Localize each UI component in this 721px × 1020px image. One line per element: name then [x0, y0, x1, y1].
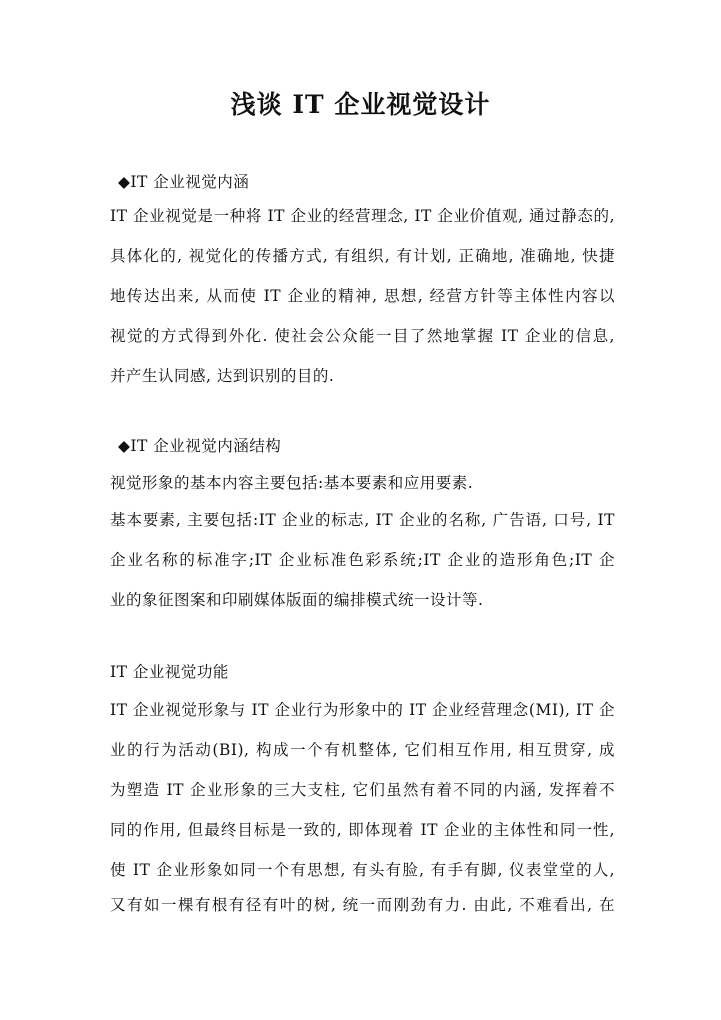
paragraph-line: 业的行为活动(BI), 构成一个有机整体, 它们相互作用, 相互贯穿, 成 — [110, 741, 615, 759]
paragraph-line: 企业名称的标准字;IT 企业标准色彩系统;IT 企业的造形角色;IT 企 — [110, 551, 615, 569]
paragraph-line: IT 企业视觉形象与 IT 企业行为形象中的 IT 企业经营理念(MI), IT 企 — [110, 701, 615, 719]
paragraph-line: 并产生认同感, 达到识别的目的. — [110, 367, 335, 385]
paragraph-line: 视觉的方式得到外化. 使社会公众能一目了然地掌握 IT 企业的信息, — [110, 327, 615, 345]
paragraph-line: 视觉形象的基本内容主要包括:基本要素和应用要素. — [110, 474, 474, 492]
section-heading: ◆IT 企业视觉内涵 — [118, 173, 250, 191]
paragraph-line: 地传达出来, 从而使 IT 企业的精神, 思想, 经营方针等主体性内容以 — [110, 287, 615, 305]
section-heading: IT 企业视觉功能 — [110, 663, 229, 681]
paragraph-line: 又有如一棵有根有径有叶的树, 统一而刚劲有力. 由此, 不难看出, 在 — [110, 896, 615, 914]
paragraph-line: 业的象征图案和印刷媒体版面的编排模式统一设计等. — [110, 591, 484, 609]
paragraph-line: 基本要素, 主要包括:IT 企业的标志, IT 企业的名称, 广告语, 口号, IT — [110, 511, 615, 529]
paragraph-line: IT 企业视觉是一种将 IT 企业的经营理念, IT 企业价值观, 通过静态的, — [110, 207, 615, 225]
section-heading: ◆IT 企业视觉内涵结构 — [118, 437, 282, 455]
paragraph-line: 为塑造 IT 企业形象的三大支柱, 它们虽然有着不同的内涵, 发挥着不 — [110, 781, 615, 799]
document-title: 浅谈 IT 企业视觉设计 — [230, 90, 491, 119]
paragraph-line: 使 IT 企业形象如同一个有思想, 有头有脸, 有手有脚, 仪表堂堂的人, — [110, 861, 615, 879]
paragraph-line: 同的作用, 但最终目标是一致的, 即体现着 IT 企业的主体性和同一性, — [110, 821, 615, 839]
paragraph-line: 具体化的, 视觉化的传播方式, 有组织, 有计划, 正确地, 准确地, 快捷 — [110, 247, 615, 265]
